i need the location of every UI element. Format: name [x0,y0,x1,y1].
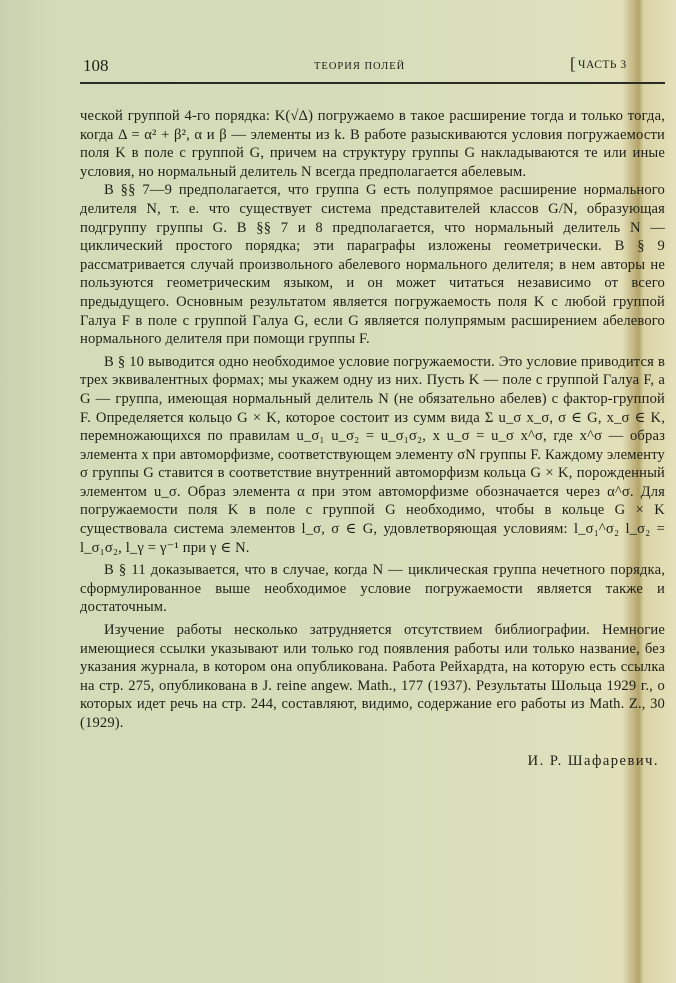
paragraph-2: В §§ 7—9 предполагается, что группа G есть полупрямое расширение нормального делителя N, т. е. что существует система представителей классов G/N, образующая подгруппу группы G. В §§ 7 и 8 предполагается, что нормальный делитель N — циклический простого порядка; эти параграфы изложены геометрически. В § 9 рассматривается случай произвольного абелевого нормального делителя; в нем авторы не пользуются геометрическим языком, и он может читаться независимо от всего предыдущего. Основным результатом является погружаемость поля K с любой группой Галуа F в поле с группой Галуа G, если G является полупрямым расширением абелевого нормального делителя при помощи группы F. [80,182,665,348]
running-head: ТЕОРИЯ ПОЛЕЙ [314,61,406,72]
document-page [80,56,665,770]
paragraph-4: В § 11 доказывается, что в случае, когда N — циклическая группа нечетного порядка, сформулированное выше необходимое условие погружаемости является также и достаточным. [80,562,665,616]
author-signature: И. Р. Шафаревич. [527,752,659,769]
page-body [80,107,665,733]
paragraph-1: ческой группой 4-го порядка: K(√Δ) погружаемо в такое расширение тогда и только тогда, когда Δ = α² + β², α и β — элементы из k. В работе разыскиваются условия погружаемости поля K в поле с группой G, причем на структуру группы G накладываются те или иные условия, но нормальный делитель N всегда предполагается абелевым. [80,108,665,180]
paragraph-3: В § 10 выводится одно необходимое условие погружаемости. Это условие приводится в трех эквивалентных формах; мы укажем одну из них. Пусть K — поле с группой Галуа F, а G — группа, имеющая нормальный делитель N (не обязательно абелев) с фактор-группой F. Определяется кольцо G × K, которое состоит из сумм вида Σ u_σ x_σ, σ ∈ G, x_σ ∈ K, перемножающихся по правилам u_σ₁ u_σ₂ = u_σ₁σ₂, x u_σ = u_σ x^σ, где x^σ — образ элемента x при автоморфизме, соответствующем элементу σN группы F. Каждому элементу σ группы G ставится в соответствие внутренний автоморфизм кольца G × K, порожденный элементом u_σ. Образ элемента α при этом автоморфизме обозначается через α^σ. Для погружаемости поля K в поле с группой G необходимо, чтобы в кольце G × K существовала система элементов l_σ, σ ∈ G, удовлетворяющая условиям: l_σ₁^σ₂ l_σ₂ = l_σ₁σ₂, l_γ = γ⁻¹ при γ ∈ N. [80,353,665,556]
paragraph-5: Изучение работы несколько затрудняется отсутствием библиографии. Немногие имеющиеся ссылки указывают или только год появления работы или только название, без указания журнала, в котором она опубликована. Работа Рейхардта, на которую есть ссылка на стр. 275, опубликована в J. reine angew. Math., 177 (1937). Результаты Шольца 1929 г., о которых идет речь на стр. 244, составляют, видимо, содержание его работы из Math. Z., 30 (1929). [80,622,665,731]
page-header [80,56,665,84]
page-number: 108 [83,56,109,75]
part-label: [ ЧАСТЬ 3 [578,59,627,71]
